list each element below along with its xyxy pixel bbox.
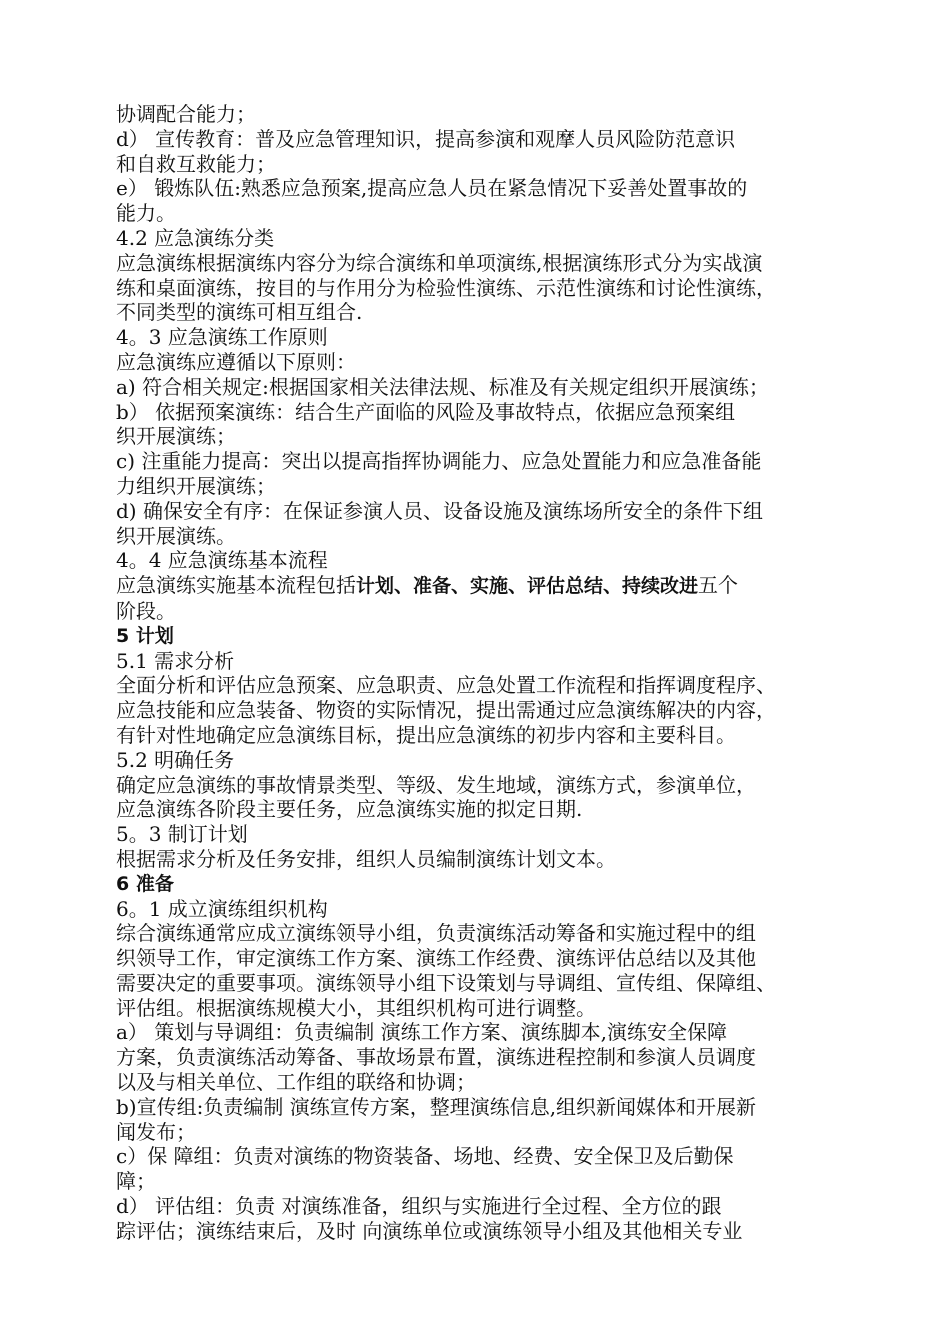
text-line: 以及与相关单位、工作组的联络和协调； bbox=[116, 1070, 476, 1095]
text-line: 评估组。根据演练规模大小，其组织机构可进行调整。 bbox=[116, 995, 596, 1020]
text-line: 应急技能和应急装备、物资的实际情况，提出需通过应急演练解决的内容， bbox=[116, 698, 776, 723]
chapter-heading: 5 计划 bbox=[116, 624, 174, 647]
text-line: b)宣传组:负责编制 演练宣传方案，整理演练信息,组织新闻媒体和开展新 bbox=[116, 1094, 757, 1119]
text-line: d） 评估组：负责 对演练准备，组织与实施进行全过程、全方位的跟 bbox=[116, 1194, 722, 1219]
text-line: 闻发布； bbox=[116, 1119, 196, 1144]
text-line: 应急演练应遵循以下原则： bbox=[116, 349, 356, 374]
section-heading: 5.2 明确任务 bbox=[116, 747, 235, 772]
text-line: e） 锻炼队伍:熟悉应急预案,提高应急人员在紧急情况下妥善处置事故的 bbox=[116, 176, 748, 201]
text-line: 织开展演练。 bbox=[116, 523, 236, 548]
text-line: 应急演练各阶段主要任务，应急演练实施的拟定日期. bbox=[116, 797, 583, 822]
text-line: 力组织开展演练； bbox=[116, 473, 276, 498]
text-line: d) 确保安全有序：在保证参演人员、设备设施及演练场所安全的条件下组 bbox=[116, 498, 763, 523]
text-line: 能力。 bbox=[116, 201, 176, 226]
chapter-heading: 6 准备 bbox=[116, 872, 174, 895]
text-line: a) 符合相关规定:根据国家相关法律法规、标准及有关规定组织开展演练； bbox=[116, 374, 769, 399]
text-span: 应急演练实施基本流程包括 bbox=[116, 573, 356, 598]
text-line: 有针对性地确定应急演练目标，提出应急演练的初步内容和主要科目。 bbox=[116, 722, 736, 747]
text-line: 全面分析和评估应急预案、应急职责、应急处置工作流程和指挥调度程序、 bbox=[116, 673, 776, 698]
text-line: 需要决定的重要事项。演练领导小组下设策划与导调组、宣传组、保障组、 bbox=[116, 970, 776, 995]
text-line: 织开展演练； bbox=[116, 424, 236, 449]
text-line: 综合演练通常应成立演练领导小组，负责演练活动筹备和实施过程中的组 bbox=[116, 921, 756, 946]
text-line: 练和桌面演练，按目的与作用分为检验性演练、示范性演练和讨论性演练， bbox=[116, 275, 776, 300]
text-line: 协调配合能力； bbox=[116, 102, 256, 126]
text-span: 五个 bbox=[698, 573, 739, 598]
text-line: c) 注重能力提高：突出以提高指挥协调能力、应急处置能力和应急准备能 bbox=[116, 449, 762, 474]
text-line: 应急演练根据演练内容分为综合演练和单项演练,根据演练形式分为实战演 bbox=[116, 250, 763, 275]
text-line bbox=[116, 573, 854, 599]
section-heading: 6。1 成立演练组织机构 bbox=[116, 896, 328, 921]
text-line: d） 宣传教育：普及应急管理知识，提高参演和观摩人员风险防范意识 bbox=[116, 126, 736, 151]
text-line: 阶段。 bbox=[116, 598, 176, 623]
section-heading: 4.2 应急演练分类 bbox=[116, 225, 275, 250]
text-line: c）保 障组：负责对演练的物资装备、场地、经费、安全保卫及后勤保 bbox=[116, 1144, 734, 1169]
text-line: 织领导工作，审定演练工作方案、演练工作经费、演练评估总结以及其他 bbox=[116, 946, 756, 971]
text-line: 确定应急演练的事故情景类型、等级、发生地域，演练方式，参演单位， bbox=[116, 772, 756, 797]
bold-phrase: 计划、准备、实施、评估总结、持续改进 bbox=[356, 575, 699, 598]
section-heading: 5。3 制订计划 bbox=[116, 822, 248, 847]
text-line: a） 策划与导调组：负责编制 演练工作方案、演练脚本,演练安全保障 bbox=[116, 1020, 727, 1045]
section-heading: 4。3 应急演练工作原则 bbox=[116, 325, 328, 350]
section-heading: 5.1 需求分析 bbox=[116, 648, 235, 673]
text-line: 方案，负责演练活动筹备、事故场景布置，演练进程控制和参演人员调度 bbox=[116, 1045, 756, 1070]
text-line: b） 依据预案演练：结合生产面临的风险及事故特点，依据应急预案组 bbox=[116, 399, 736, 424]
section-heading: 4。4 应急演练基本流程 bbox=[116, 548, 328, 573]
text-line: 根据需求分析及任务安排，组织人员编制演练计划文本。 bbox=[116, 846, 616, 871]
text-line: 踪评估；演练结束后，及时 向演练单位或演练领导小组及其他相关专业 bbox=[116, 1218, 743, 1243]
text-line: 和自救互救能力； bbox=[116, 151, 276, 176]
text-line: 不同类型的演练可相互组合. bbox=[116, 300, 363, 325]
text-line: 障； bbox=[116, 1169, 156, 1194]
